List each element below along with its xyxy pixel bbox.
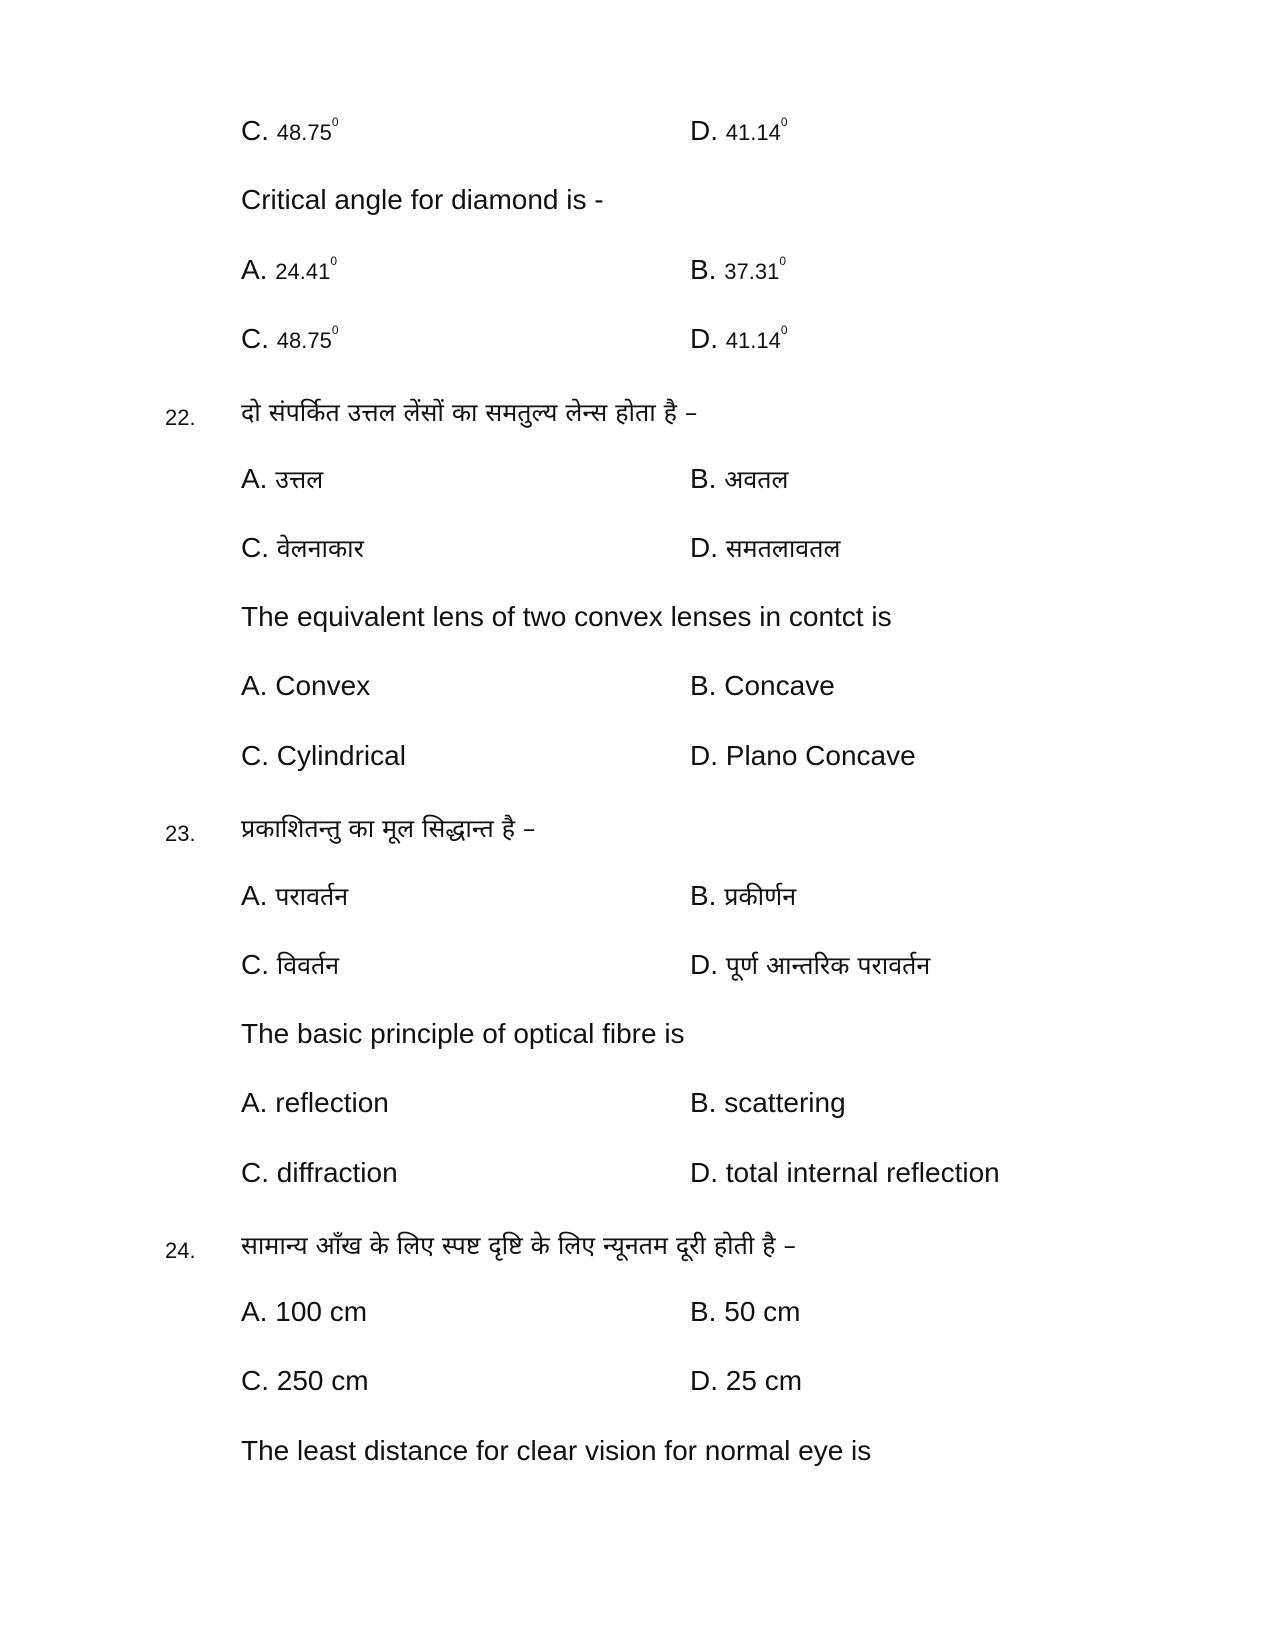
answer-option [241,462,323,496]
degree-superscript: 0 [780,323,788,337]
answer-option [690,1296,801,1328]
option-value: प्रकीर्णन [724,882,797,911]
answer-option [241,323,339,355]
answer-option [690,1365,802,1397]
question-line [0,601,1275,641]
option-letter: C. [241,532,269,563]
option-value: 50 cm [724,1296,801,1327]
answer-option [241,531,364,565]
answer-option [690,1087,846,1119]
option-value: 48.75 [276,120,332,145]
answer-option [690,254,786,286]
option-letter: D. [690,1365,718,1396]
degree-superscript: 0 [331,323,339,337]
option-letter: C. [241,949,269,980]
option-value: Plano Concave [725,740,916,771]
option-value: उत्तल [275,465,324,494]
option-value: 41.14 [725,328,781,353]
option-value: total internal reflection [725,1157,1000,1188]
answer-option [241,1296,367,1328]
degree-superscript: 0 [780,115,788,129]
option-value: Concave [724,670,835,701]
option-value: 41.14 [725,120,781,145]
answer-option [241,879,348,913]
question-text: प्रकाशितन्तु का मूल सिद्धान्त है – [241,814,536,843]
degree-superscript: 0 [331,115,339,129]
option-letter: B. [690,1296,717,1327]
answer-option [690,879,796,913]
option-letter: A. [241,463,268,494]
question-number: 23. [165,821,196,846]
answer-option [690,115,788,147]
options-row [0,1296,1275,1336]
question-line [0,809,1275,849]
question-text: The equivalent lens of two convex lenses in contct is [241,601,892,632]
option-value: 250 cm [276,1365,369,1396]
option-value: पूर्ण आन्तरिक परावर्तन [725,951,931,980]
options-row [0,531,1275,571]
options-row [0,948,1275,988]
option-letter: B. [690,463,717,494]
options-row [0,1365,1275,1405]
question-number: 24. [165,1238,196,1263]
option-letter: D. [690,532,718,563]
option-letter: D. [690,323,718,354]
option-letter: A. [241,254,268,285]
question-text: Critical angle for diamond is - [241,184,604,215]
option-letter: D. [690,740,718,771]
answer-option [690,462,788,496]
option-value: 48.75 [276,328,332,353]
question-line [0,393,1275,433]
answer-option [241,1087,389,1119]
option-value: समतलावतल [725,534,841,563]
answer-option [241,254,337,286]
option-letter: B. [690,880,717,911]
question-text: दो संपर्कित उत्तल लेंसों का समतुल्य लेन्स होता है – [241,398,698,427]
option-letter: A. [241,1296,268,1327]
options-row [0,1087,1275,1127]
answer-option [241,948,339,982]
option-letter: B. [690,254,717,285]
option-letter: C. [241,115,269,146]
option-letter: C. [241,1365,269,1396]
answer-option [690,1157,1000,1189]
question-line [0,184,1275,224]
options-row [0,670,1275,710]
option-value: वेलनाकार [276,534,364,563]
option-value: विवर्तन [276,951,340,980]
options-row [0,879,1275,919]
options-row [0,115,1275,155]
option-letter: D. [690,949,718,980]
question-text: The least distance for clear vision for normal eye is [241,1435,872,1466]
question-text: The basic principle of optical fibre is [241,1018,685,1049]
answer-option [241,670,370,702]
answer-option [690,531,840,565]
options-row [0,254,1275,294]
answer-option [690,670,835,702]
option-letter: A. [241,1087,268,1118]
option-value: अवतल [724,465,789,494]
options-row [0,323,1275,363]
question-text: सामान्य आँख के लिए स्पष्ट दृष्टि के लिए न्यूनतम दूरी होती है – [241,1231,796,1260]
option-letter: B. [690,1087,717,1118]
option-value: 24.41 [275,259,331,284]
question-number: 22. [165,405,196,430]
option-value: reflection [275,1087,389,1118]
answer-option [690,323,788,355]
option-letter: B. [690,670,717,701]
option-value: scattering [724,1087,846,1118]
options-row [0,1157,1275,1197]
answer-option [690,740,916,772]
option-letter: D. [690,115,718,146]
option-value: 100 cm [275,1296,368,1327]
option-value: Cylindrical [276,740,406,771]
answer-option [241,115,339,147]
answer-option [241,1157,398,1189]
option-letter: A. [241,670,268,701]
option-letter: C. [241,1157,269,1188]
options-row [0,462,1275,502]
answer-option [241,1365,369,1397]
option-value: diffraction [276,1157,398,1188]
options-row [0,740,1275,780]
option-letter: A. [241,880,268,911]
option-value: Convex [275,670,371,701]
option-value: परावर्तन [275,882,349,911]
option-letter: D. [690,1157,718,1188]
degree-superscript: 0 [779,254,786,268]
option-letter: C. [241,323,269,354]
option-letter: C. [241,740,269,771]
degree-superscript: 0 [330,254,337,268]
option-value: 25 cm [725,1365,803,1396]
question-line [0,1226,1275,1266]
answer-option [241,740,406,772]
option-value: 37.31 [724,259,780,284]
question-line [0,1018,1275,1058]
answer-option [690,948,930,982]
question-line [0,1435,1275,1475]
